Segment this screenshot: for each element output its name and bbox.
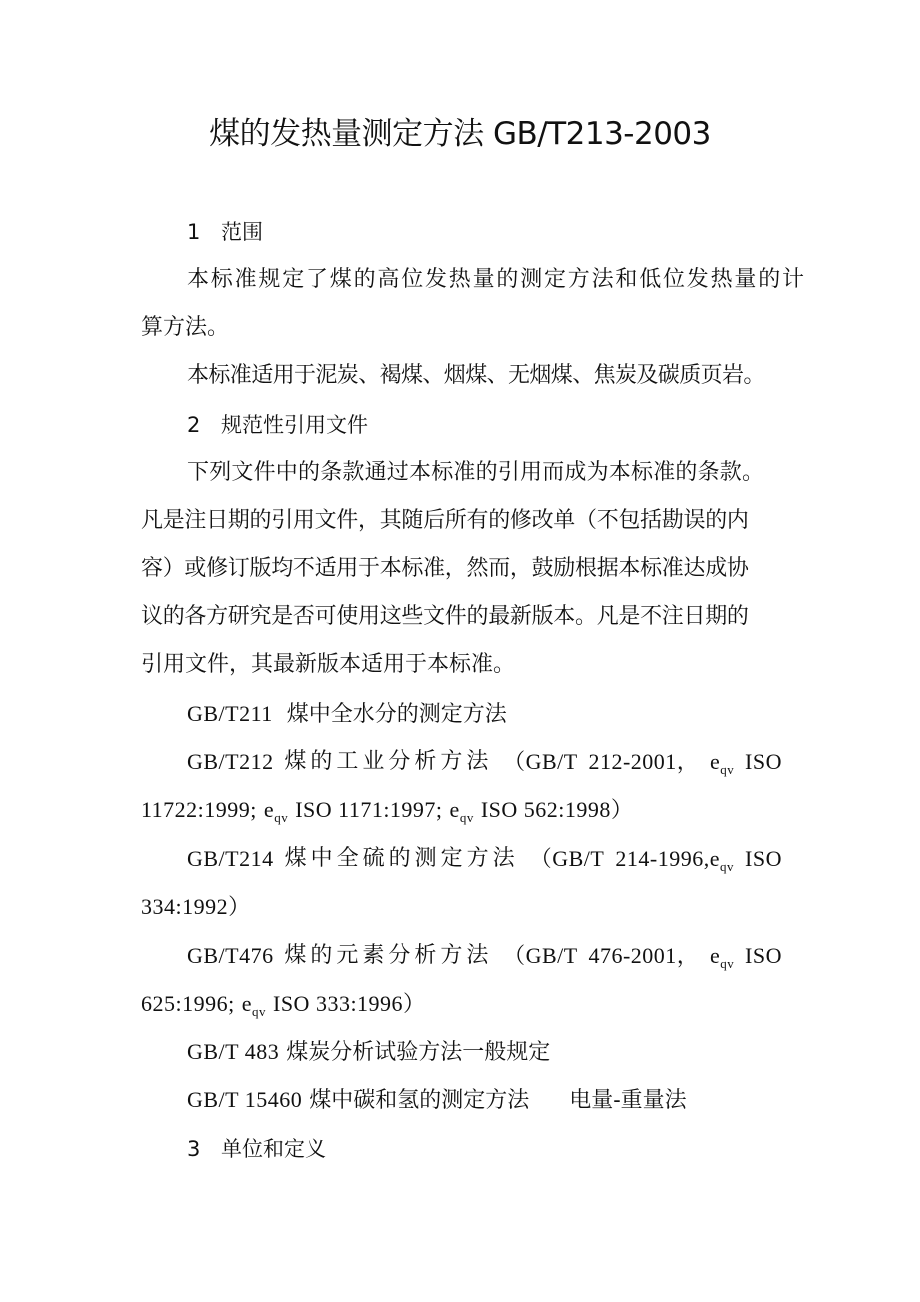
section-1-heading <box>187 217 263 247</box>
paragraph-line: 本标准规定了煤的高位发热量的测定方法和低位发热量的计 <box>187 267 806 292</box>
reference-code: GB/T214 <box>187 846 274 871</box>
paragraph-line: 算方法。 <box>141 315 230 340</box>
reference-gbt476-cont: 625:1996; $e_{qv}$ ISO 333:1996） <box>141 991 426 1019</box>
reference-gbt211 <box>187 699 507 730</box>
section-2-heading <box>187 410 368 440</box>
section-number: 3 <box>187 1137 201 1161</box>
equivalence-mark: $e_{qv}$ <box>263 797 289 825</box>
reference-open: （GB/T <box>529 846 605 871</box>
section-3-heading <box>187 1134 326 1164</box>
section-title: 规范性引用文件 <box>221 413 368 437</box>
reference-name: 煤中全硫的测定方法 <box>284 846 519 871</box>
reference-code: GB/T 15460 <box>187 1087 303 1112</box>
reference-gbt212 <box>187 747 782 777</box>
reference-gbt15460 <box>187 1085 687 1116</box>
reference-gbt214 <box>187 844 782 874</box>
section-title: 范围 <box>221 220 263 244</box>
reference-standard: 212-2001， <box>588 749 700 774</box>
equivalence-mark: $e_{qv}$ <box>241 991 266 1019</box>
section-number: 2 <box>187 413 201 437</box>
paragraph-line: 下列文件中的条款通过本标准的引用而成为本标准的条款。 <box>187 460 765 485</box>
paragraph-line: 引用文件，其最新版本适用于本标准。 <box>141 652 516 677</box>
paragraph-line: 容）或修订版均不适用于本标准，然而，鼓励根据本标准达成协 <box>141 556 749 581</box>
reference-name: 煤的元素分析方法 <box>284 943 493 968</box>
reference-gbt476 <box>187 941 782 971</box>
equivalence-mark: $e_{qv}$ <box>710 749 735 777</box>
reference-standard: 214-1996, <box>615 846 710 871</box>
reference-code: GB/T476 <box>187 943 274 968</box>
paragraph-line: 凡是注日期的引用文件，其随后所有的修改单（不包括勘误的内 <box>141 508 749 533</box>
document-title: 煤的发热量测定方法 GB/T213-2003 <box>209 116 711 152</box>
paragraph-line: 议的各方研究是否可使用这些文件的最新版本。凡是不注日期的 <box>141 604 749 629</box>
paragraph-line: 本标准适用于泥炭、褐煤、烟煤、无烟煤、焦炭及碳质页岩。 <box>187 363 765 388</box>
reference-name: 煤炭分析试验方法一般规定 <box>286 1040 551 1065</box>
reference-code: GB/T212 <box>187 749 274 774</box>
iso-label: ISO <box>745 943 782 968</box>
reference-open: （GB/T <box>503 749 578 774</box>
iso-label: ISO <box>745 846 782 871</box>
reference-gbt483 <box>187 1037 550 1068</box>
equivalence-mark: $e_{qv}$ <box>709 846 734 874</box>
reference-gbt214-cont: 334:1992） <box>141 894 251 919</box>
reference-open: （GB/T <box>503 943 578 968</box>
reference-code: GB/T211 <box>187 701 273 726</box>
iso-label: ISO <box>745 749 782 774</box>
reference-method: 电量-重量法 <box>569 1088 687 1113</box>
equivalence-mark: $e_{qv}$ <box>710 943 735 971</box>
reference-code: GB/T 483 <box>187 1039 280 1064</box>
equivalence-mark: $e_{qv}$ <box>449 797 474 825</box>
reference-name: 煤中全水分的测定方法 <box>286 702 507 727</box>
reference-name: 煤的工业分析方法 <box>284 749 493 774</box>
reference-name: 煤中碳和氢的测定方法 <box>309 1088 530 1113</box>
reference-gbt212-cont: 11722:1999; $e_{qv}$ ISO 1171:1997; $e_{qv}$ ISO 562:1998） <box>141 797 634 825</box>
section-number: 1 <box>187 220 201 244</box>
reference-standard: 476-2001， <box>588 943 700 968</box>
section-title: 单位和定义 <box>221 1137 326 1161</box>
